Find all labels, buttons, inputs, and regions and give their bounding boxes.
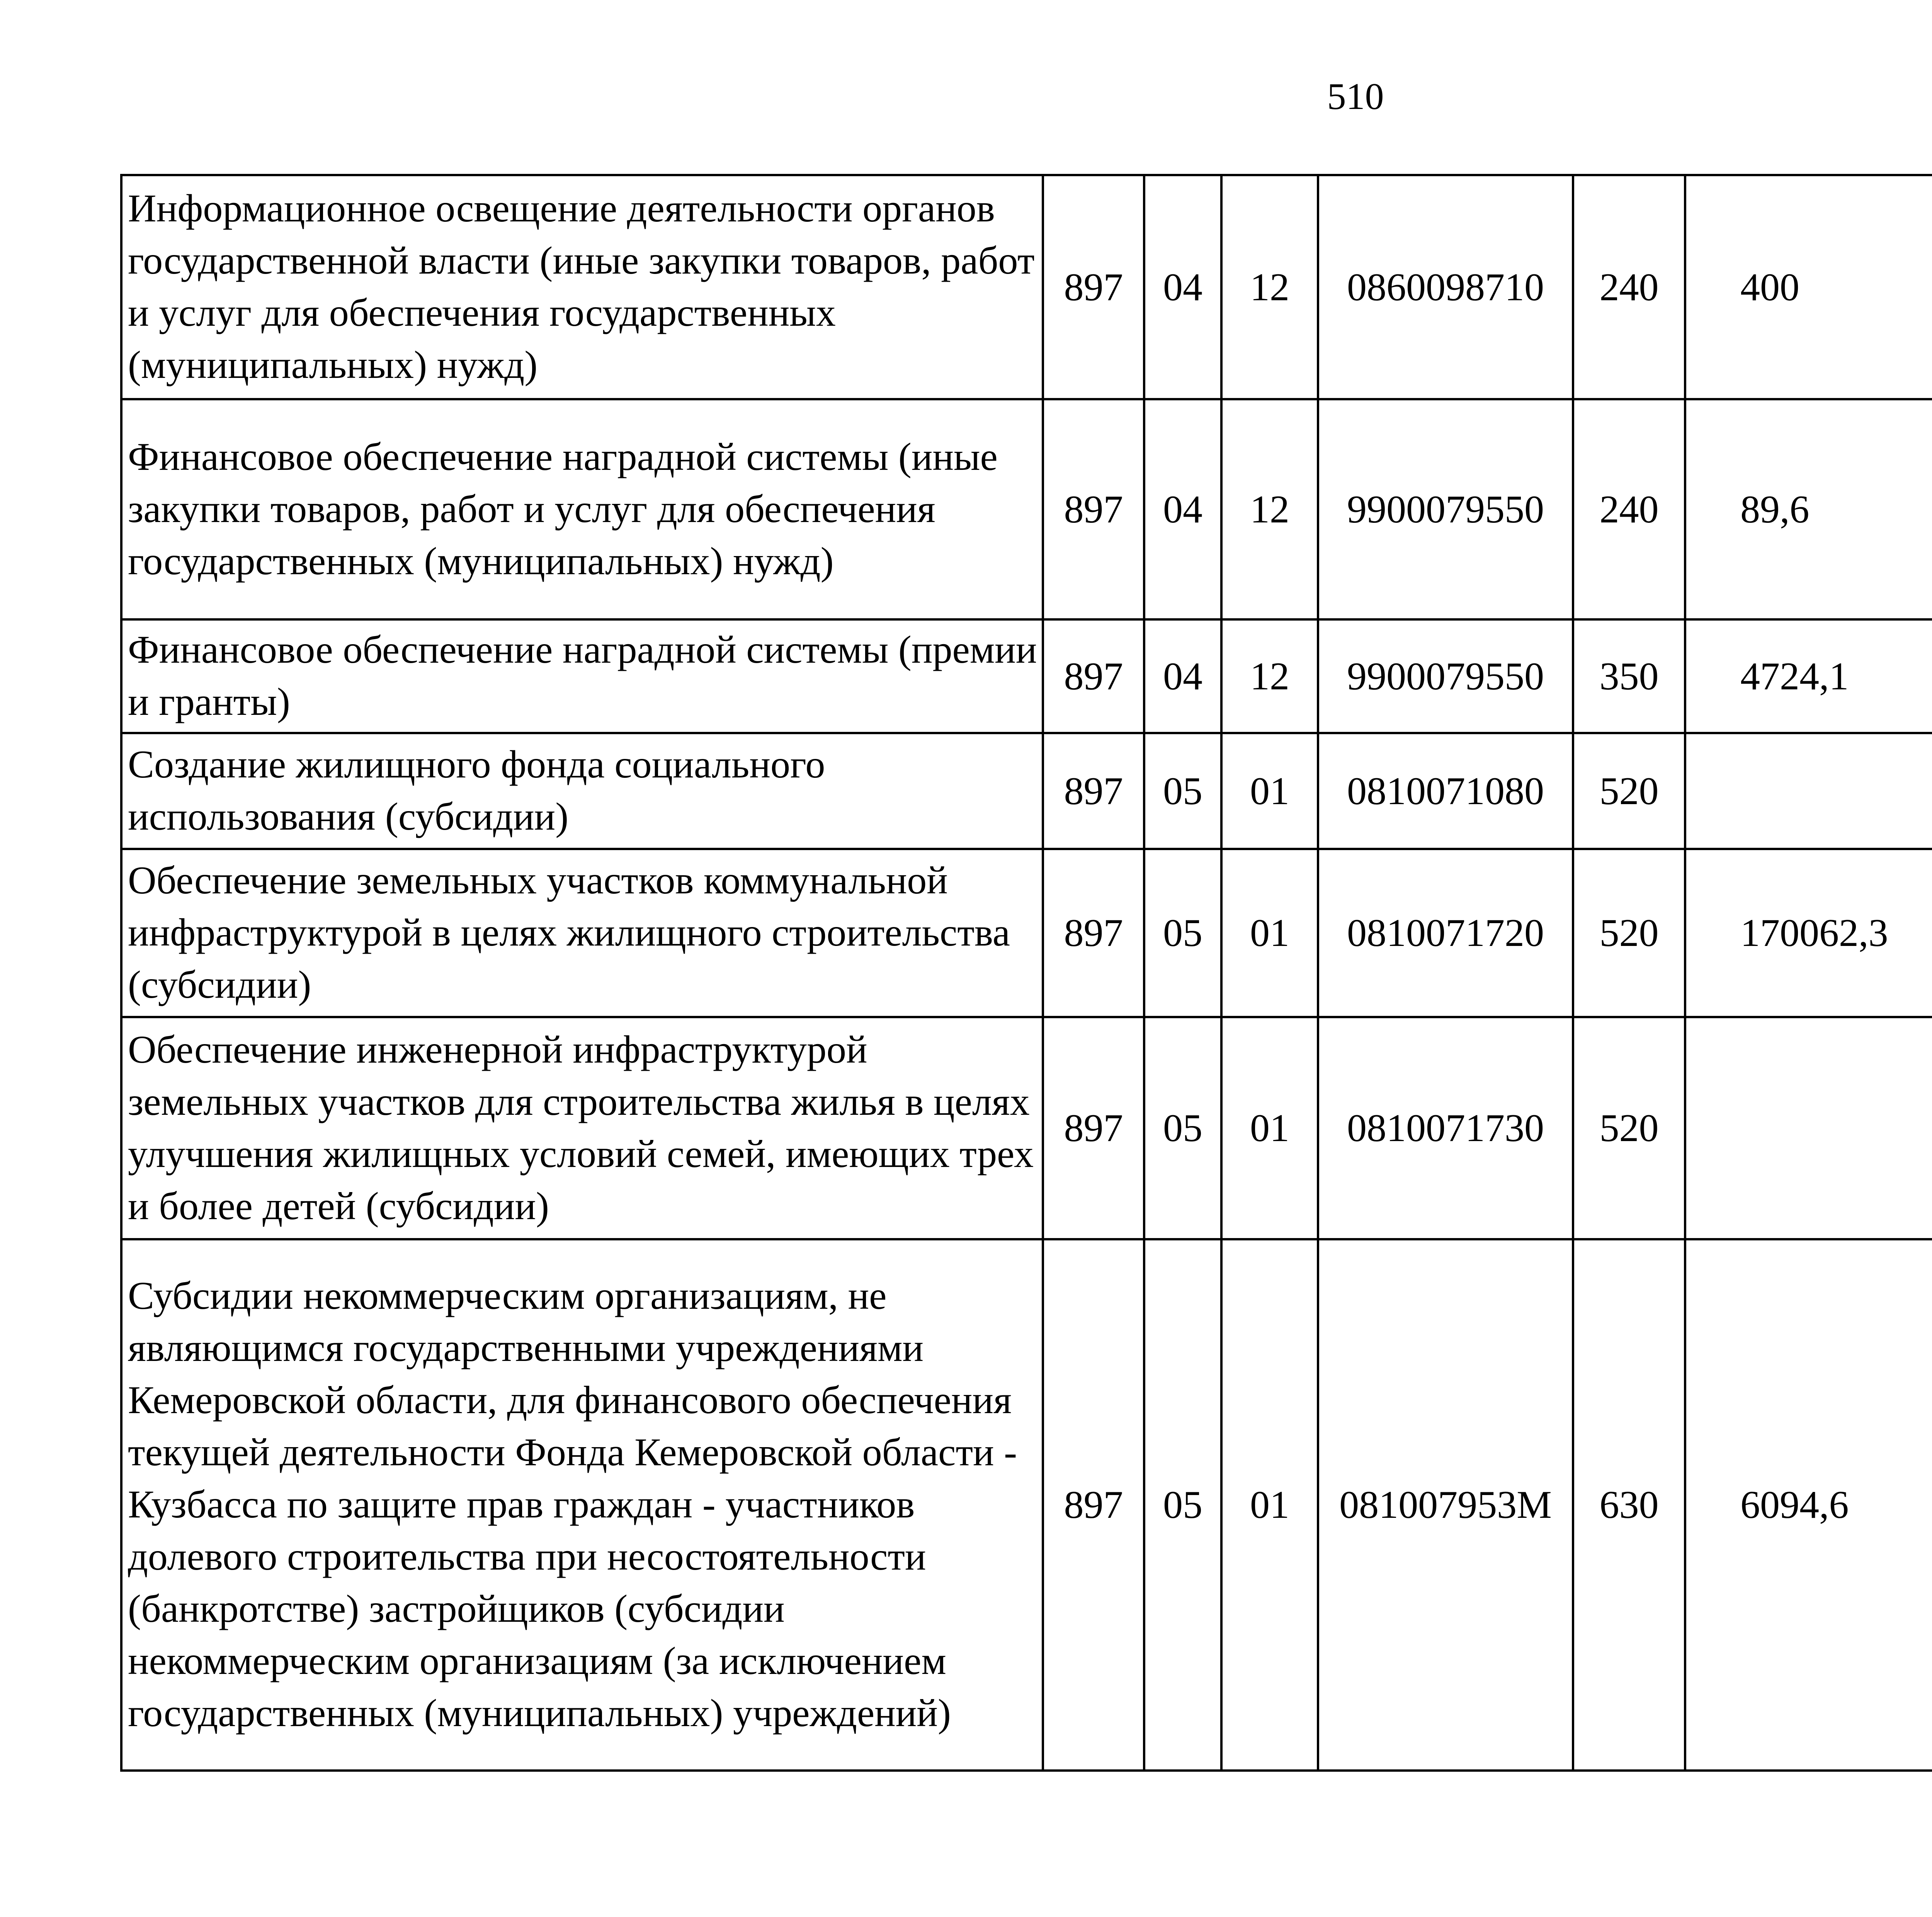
expense-type-code: 240 <box>1573 399 1685 619</box>
target-article-code: 081007953М <box>1318 1239 1573 1771</box>
amount-year-1: 6094,6 <box>1685 1239 1932 1771</box>
expense-type-code: 520 <box>1573 1017 1685 1239</box>
ministry-code: 897 <box>1043 1239 1144 1771</box>
subsection-code: 12 <box>1221 175 1318 399</box>
row-description: Финансовое обеспечение наградной системы (премии и гранты) <box>121 619 1043 733</box>
page-number: 510 <box>1327 76 1384 117</box>
amount-year-1: 4724,1 <box>1685 619 1932 733</box>
expense-type-code: 240 <box>1573 175 1685 399</box>
table-row <box>121 399 1932 619</box>
subsection-code: 01 <box>1221 849 1318 1017</box>
section-code: 04 <box>1144 399 1221 619</box>
target-article-code: 0860098710 <box>1318 175 1573 399</box>
table-row <box>121 619 1932 733</box>
row-description: Субсидии некоммерческим организациям, не являющимся государственными учреждениями Кемеровской области, для финансового обеспечения текущей деятельности Фонда Кемеровской области - Кузбасса по защите прав граждан - участников долевого строительства при несостоятельности (банкротстве) застройщиков (субсидии некоммерческим организациям (за исключением государственных (муниципальных) учреждений) <box>121 1239 1043 1771</box>
target-article-code: 9900079550 <box>1318 399 1573 619</box>
subsection-code: 12 <box>1221 619 1318 733</box>
subsection-code: 01 <box>1221 1239 1318 1771</box>
target-article-code: 0810071720 <box>1318 849 1573 1017</box>
budget-table <box>120 174 1932 1772</box>
ministry-code: 897 <box>1043 619 1144 733</box>
table-row <box>121 175 1932 399</box>
ministry-code: 897 <box>1043 399 1144 619</box>
expense-type-code: 630 <box>1573 1239 1685 1771</box>
row-description: Информационное освещение деятельности органов государственной власти (иные закупки товаров, работ и услуг для обеспечения государственных (муниципальных) нужд) <box>121 175 1043 399</box>
target-article-code: 0810071080 <box>1318 733 1573 849</box>
target-article-code: 9900079550 <box>1318 619 1573 733</box>
row-description: Обеспечение земельных участков коммунальной инфраструктурой в целях жилищного строительства (субсидии) <box>121 849 1043 1017</box>
subsection-code: 12 <box>1221 399 1318 619</box>
target-article-code: 0810071730 <box>1318 1017 1573 1239</box>
row-description: Финансовое обеспечение наградной системы (иные закупки товаров, работ и услуг для обеспечения государственных (муниципальных) нужд) <box>121 399 1043 619</box>
ministry-code: 897 <box>1043 1017 1144 1239</box>
expense-type-code: 520 <box>1573 849 1685 1017</box>
ministry-code: 897 <box>1043 733 1144 849</box>
amount-year-1: 170062,3 <box>1685 849 1932 1017</box>
expense-type-code: 520 <box>1573 733 1685 849</box>
subsection-code: 01 <box>1221 1017 1318 1239</box>
section-code: 05 <box>1144 733 1221 849</box>
ministry-code: 897 <box>1043 175 1144 399</box>
amount-year-1: 89,6 <box>1685 399 1932 619</box>
amount-year-1: 400 <box>1685 175 1932 399</box>
subsection-code: 01 <box>1221 733 1318 849</box>
table-row <box>121 1239 1932 1771</box>
amount-year-1 <box>1685 1017 1932 1239</box>
row-description: Обеспечение инженерной инфраструктурой земельных участков для строительства жилья в целях улучшения жилищных условий семей, имеющих трех и более детей (субсидии) <box>121 1017 1043 1239</box>
row-description: Создание жилищного фонда социального использования (субсидии) <box>121 733 1043 849</box>
table-row <box>121 1017 1932 1239</box>
amount-year-1 <box>1685 733 1932 849</box>
ministry-code: 897 <box>1043 849 1144 1017</box>
table-row <box>121 849 1932 1017</box>
table-row <box>121 733 1932 849</box>
section-code: 05 <box>1144 1239 1221 1771</box>
section-code: 05 <box>1144 1017 1221 1239</box>
expense-type-code: 350 <box>1573 619 1685 733</box>
section-code: 04 <box>1144 175 1221 399</box>
section-code: 04 <box>1144 619 1221 733</box>
section-code: 05 <box>1144 849 1221 1017</box>
